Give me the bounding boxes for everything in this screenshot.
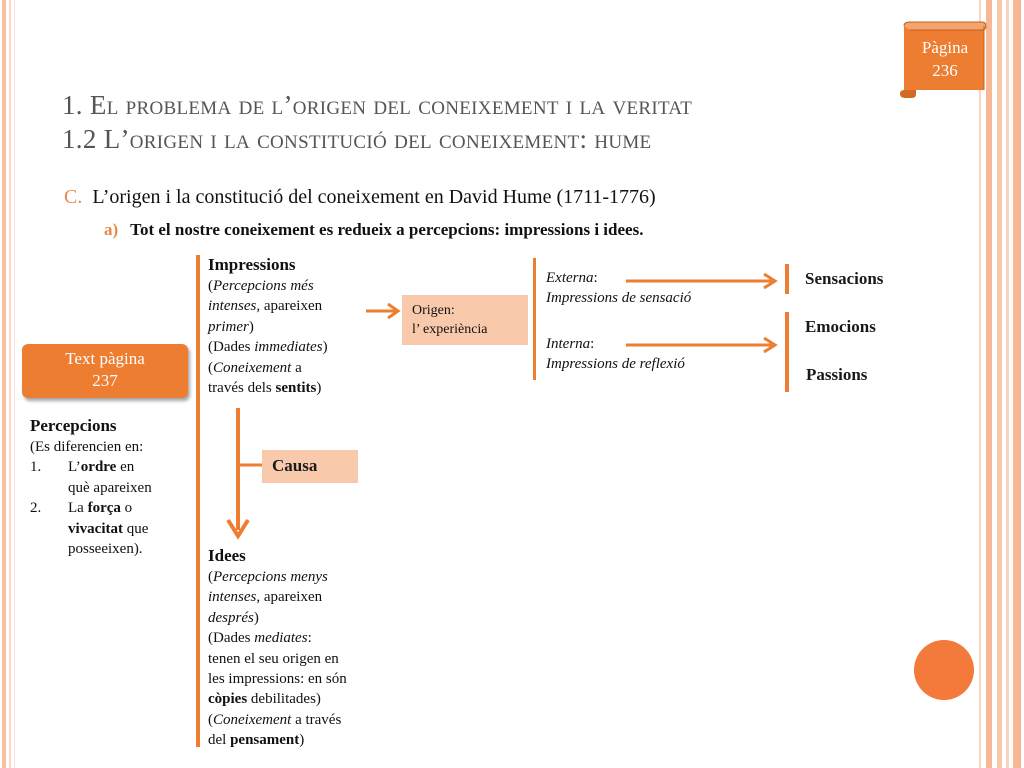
causa-label: Causa	[272, 456, 318, 475]
origen-split-line	[533, 258, 536, 380]
title-1-prefix: 1. E	[62, 90, 107, 120]
badge-line2: 236	[932, 61, 958, 80]
interna-colon: :	[590, 336, 595, 352]
idees-l9b: pensament	[230, 732, 300, 749]
impressions-heading: Impressions	[208, 255, 296, 274]
imp-l6c: )	[316, 380, 322, 397]
interna-label: Interna	[546, 336, 591, 352]
externa-label-block	[546, 268, 691, 308]
idees-l2a: intenses	[208, 589, 257, 606]
idees-l6: les impressions: en són	[208, 671, 347, 688]
imp-l1: Percepcions més	[213, 278, 314, 294]
idees-l7a: còpies	[208, 691, 248, 708]
origen-line1: Origen:	[412, 303, 455, 318]
interna-label-block	[546, 334, 685, 374]
text-badge-line1: Text pàgina	[65, 349, 145, 368]
item-1-a: L’	[68, 459, 81, 476]
idees-l9c: )	[299, 732, 305, 749]
idees-l9a: del	[208, 732, 231, 749]
externa-colon: :	[593, 270, 598, 286]
imp-l6b: sentits	[275, 380, 317, 397]
externa-label: Externa	[546, 270, 594, 286]
origen-box	[402, 295, 528, 345]
decorative-circle	[914, 640, 974, 700]
sensacions-bar	[785, 264, 789, 294]
idees-block: Idees (Percepcions menys intenses, apareixen després) (Dades mediates: tenen el seu origen en les impressions: en són còpies debilitades) (Coneixement a través del pensament)	[208, 545, 398, 751]
idees-l2b: , apareixen	[256, 589, 323, 606]
percepcions-intro: (Es diferencien en:	[30, 439, 144, 455]
title-2-rest: ’origen i la constitució del coneixement: hume	[120, 124, 652, 154]
item-2-num: 2.	[30, 500, 42, 517]
sensacions-label: Sensacions	[805, 269, 884, 288]
imp-l2b: , apareixen	[256, 298, 323, 315]
item-1-c: en	[116, 459, 135, 476]
item-2-e: que	[122, 520, 149, 537]
idees-l3: després	[208, 609, 254, 626]
idees-l8a: Coneixement	[213, 711, 292, 728]
idees-l7b: debilitades)	[247, 691, 321, 708]
causa-box	[262, 450, 358, 483]
passions-label: Passions	[806, 365, 868, 384]
imp-l6a: través dels	[208, 380, 276, 397]
badge-line1: Pàgina	[921, 38, 969, 57]
imp-l5: Coneixement	[213, 359, 292, 376]
item-2-d: vivacitat	[68, 520, 123, 537]
item-2-c: o	[120, 500, 133, 517]
bullet-a-text: Tot el nostre coneixement es redueix a percepcions: impressions i idees.	[130, 220, 644, 239]
item-1-num: 1.	[30, 459, 42, 476]
imp-l2a: intenses	[208, 298, 257, 315]
externa-sub: Impressions de sensació	[546, 290, 692, 306]
item-2-b: força	[87, 500, 121, 517]
imp-l3: primer	[208, 318, 249, 335]
imp-l5b: a	[291, 359, 302, 376]
title-2-prefix: 1.2 L	[62, 124, 121, 154]
bullet-c-text: L’origen i la constitució del coneixement en David Hume (1711-1776)	[92, 186, 656, 208]
item-1-d: què apareixen	[68, 479, 152, 496]
imp-l4a: (Dades	[208, 339, 255, 356]
emocions-passions-bar	[785, 312, 789, 392]
idees-l8b: a través	[291, 711, 342, 728]
idees-l4b: mediates	[254, 630, 308, 647]
title-1-rest: l problema de l’origen del coneixement i la veritat	[106, 90, 693, 120]
text-badge-line2: 237	[92, 371, 118, 390]
bullet-a-marker: a)	[104, 220, 119, 239]
percepcions-heading: Percepcions	[30, 416, 117, 435]
item-1-b: ordre	[80, 459, 117, 476]
emocions-label: Emocions	[805, 317, 876, 336]
item-2-a: La	[68, 500, 88, 517]
idees-heading: Idees	[208, 546, 246, 565]
idees-l4a: (Dades	[208, 630, 255, 647]
idees-l4c: :	[307, 630, 312, 647]
bullet-c-marker: C.	[64, 186, 83, 208]
origen-line2: l’ experiència	[412, 322, 488, 337]
idees-l5: tenen el seu origen en	[208, 650, 339, 667]
imp-l4b: immediates	[254, 339, 323, 356]
item-2-f: posseeixen).	[68, 541, 143, 558]
idees-l1: Percepcions menys	[213, 569, 328, 585]
interna-sub: Impressions de reflexió	[546, 356, 685, 372]
imp-l4c: )	[322, 339, 328, 356]
impressions-block: Impressions (Percepcions més intenses, apareixen primer) (Dades immediates) (Coneixement a través dels sentits)	[208, 254, 378, 398]
